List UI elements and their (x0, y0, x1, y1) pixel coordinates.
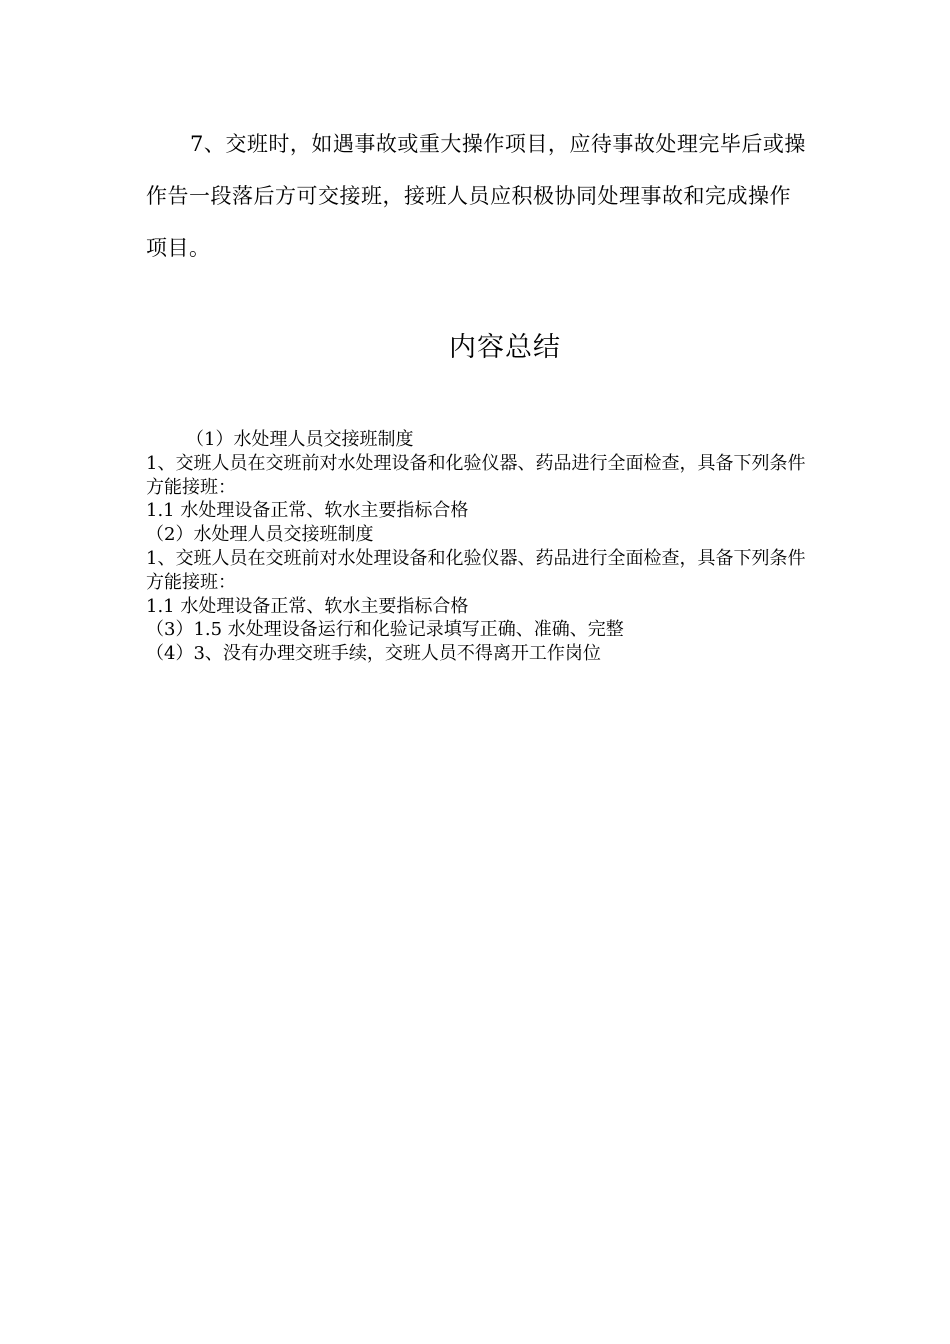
summary-line: （3）1.5 水处理设备运行和化验记录填写正确、准确、完整 (146, 619, 624, 641)
summary-line: （4）3、没有办理交班手续，交班人员不得离开工作岗位 (146, 643, 601, 665)
summary-block (146, 428, 812, 666)
summary-line: 1、交班人员在交班前对水处理设备和化验仪器、药品进行全面检查，具备下列条件方能接班： (146, 547, 806, 593)
summary-line: （2）水处理人员交接班制度 (146, 524, 374, 546)
body-paragraph: 7、交班时，如遇事故或重大操作项目，应待事故处理完毕后或操作告一段落后方可交接班，接班人员应积极协同处理事故和完成操作项目。 (146, 132, 806, 260)
summary-line: 1.1 水处理设备正常、软水主要指标合格 (146, 500, 469, 522)
summary-title: 内容总结 (449, 332, 561, 363)
summary-line: （1）水处理人员交接班制度 (186, 429, 414, 450)
summary-line: 1、交班人员在交班前对水处理设备和化验仪器、药品进行全面检查，具备下列条件方能接班： (146, 452, 806, 498)
summary-line: 1.1 水处理设备正常、软水主要指标合格 (146, 595, 469, 617)
